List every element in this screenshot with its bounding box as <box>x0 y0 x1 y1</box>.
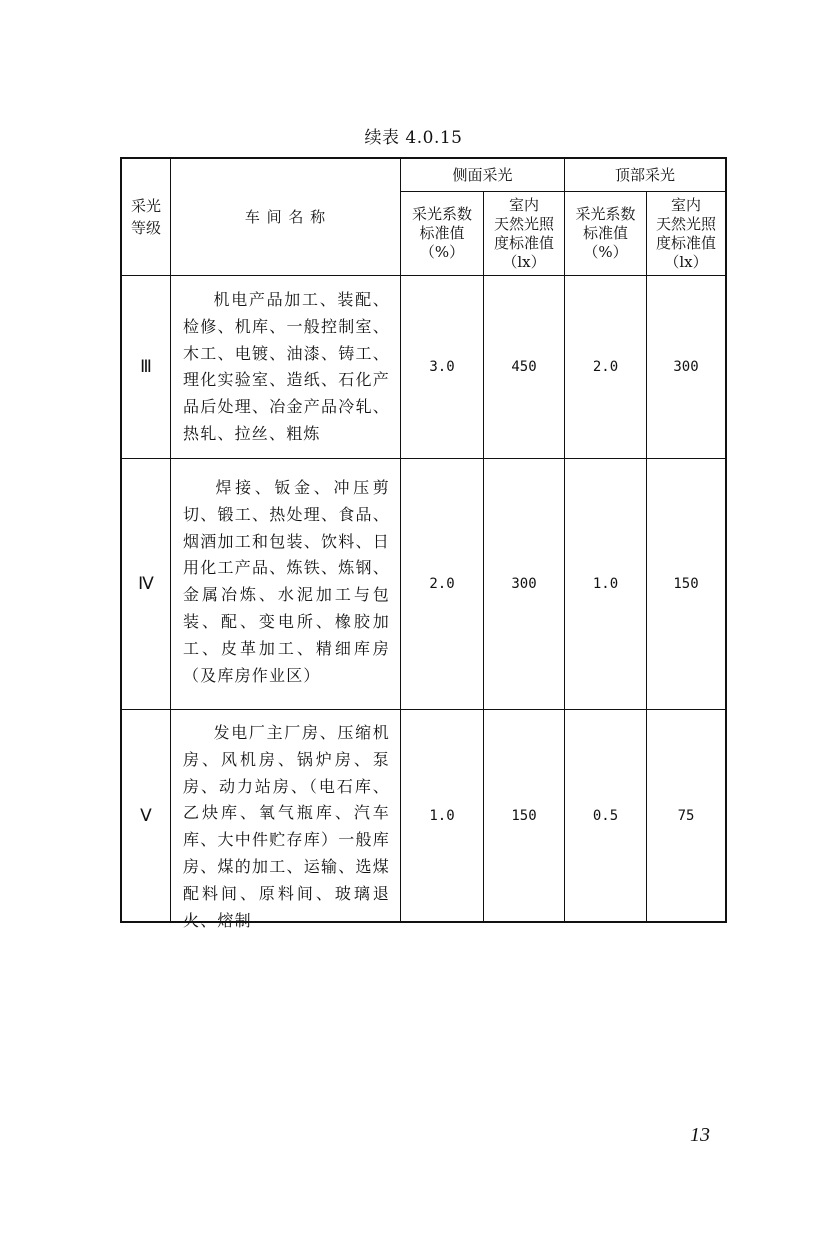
row-top-illum: 150 <box>673 576 699 592</box>
table-caption: 续表 4.0.15 <box>364 128 463 148</box>
lighting-standard-table <box>120 157 727 930</box>
row-workshop-text: 发电厂主厂房、压缩机房、风机房、锅炉房、泵房、动力站房、（电石库、乙炔库、氧气瓶库、汽车库、大中件贮存库）一般库房、煤的加工、运输、选煤配料间、原料间、玻璃退火、熔制 <box>183 723 390 930</box>
row-top-illum: 300 <box>673 359 699 375</box>
row-grade: Ⅳ <box>138 574 154 593</box>
header-workshop: 车 间 名 称 <box>244 208 327 226</box>
row-workshop <box>171 720 400 934</box>
row-workshop-text: 机电产品加工、装配、检修、机库、一般控制室、木工、电镀、油漆、铸工、理化实验室、造纸、石化产品后处理、冶金产品冷轧、热轧、拉丝、粗炼 <box>183 290 390 443</box>
row-top-coef: 2.0 <box>592 359 619 375</box>
page-number: 13 <box>690 1124 710 1146</box>
row-side-illum: 150 <box>511 807 537 824</box>
header-side-lighting: 侧面采光 <box>452 166 513 184</box>
header-top-lighting: 顶部采光 <box>614 166 675 184</box>
row-side-illum: 450 <box>511 359 537 375</box>
header-top-illum: 室内 天然光照 度标准值 （lx） <box>655 195 716 271</box>
row-workshop <box>171 475 400 689</box>
row-top-illum: 75 <box>677 807 695 824</box>
header-top-coef: 采光系数 标准值 （%） <box>575 205 636 261</box>
row-workshop <box>171 287 400 448</box>
header-side-coef: 采光系数 标准值 （%） <box>411 205 472 261</box>
row-side-coef: 2.0 <box>429 576 455 592</box>
row-top-coef: 1.0 <box>592 576 619 592</box>
row-side-coef: 3.0 <box>429 359 455 375</box>
header-grade: 采光 等级 <box>130 197 161 237</box>
row-workshop-text: 焊接、钣金、冲压剪切、锻工、热处理、食品、烟酒加工和包装、饮料、日用化工产品、炼铁、炼钢、金属冶炼、水泥加工与包装、配、变电所、橡胶加工、皮革加工、精细库房（及库房作业区） <box>183 478 390 685</box>
header-side-illum: 室内 天然光照 度标准值 （lx） <box>493 195 554 271</box>
row-grade: Ⅲ <box>140 357 152 376</box>
row-grade: Ⅴ <box>140 805 152 825</box>
row-side-coef: 1.0 <box>429 807 455 824</box>
row-side-illum: 300 <box>511 576 537 592</box>
row-top-coef: 0.5 <box>592 807 619 824</box>
